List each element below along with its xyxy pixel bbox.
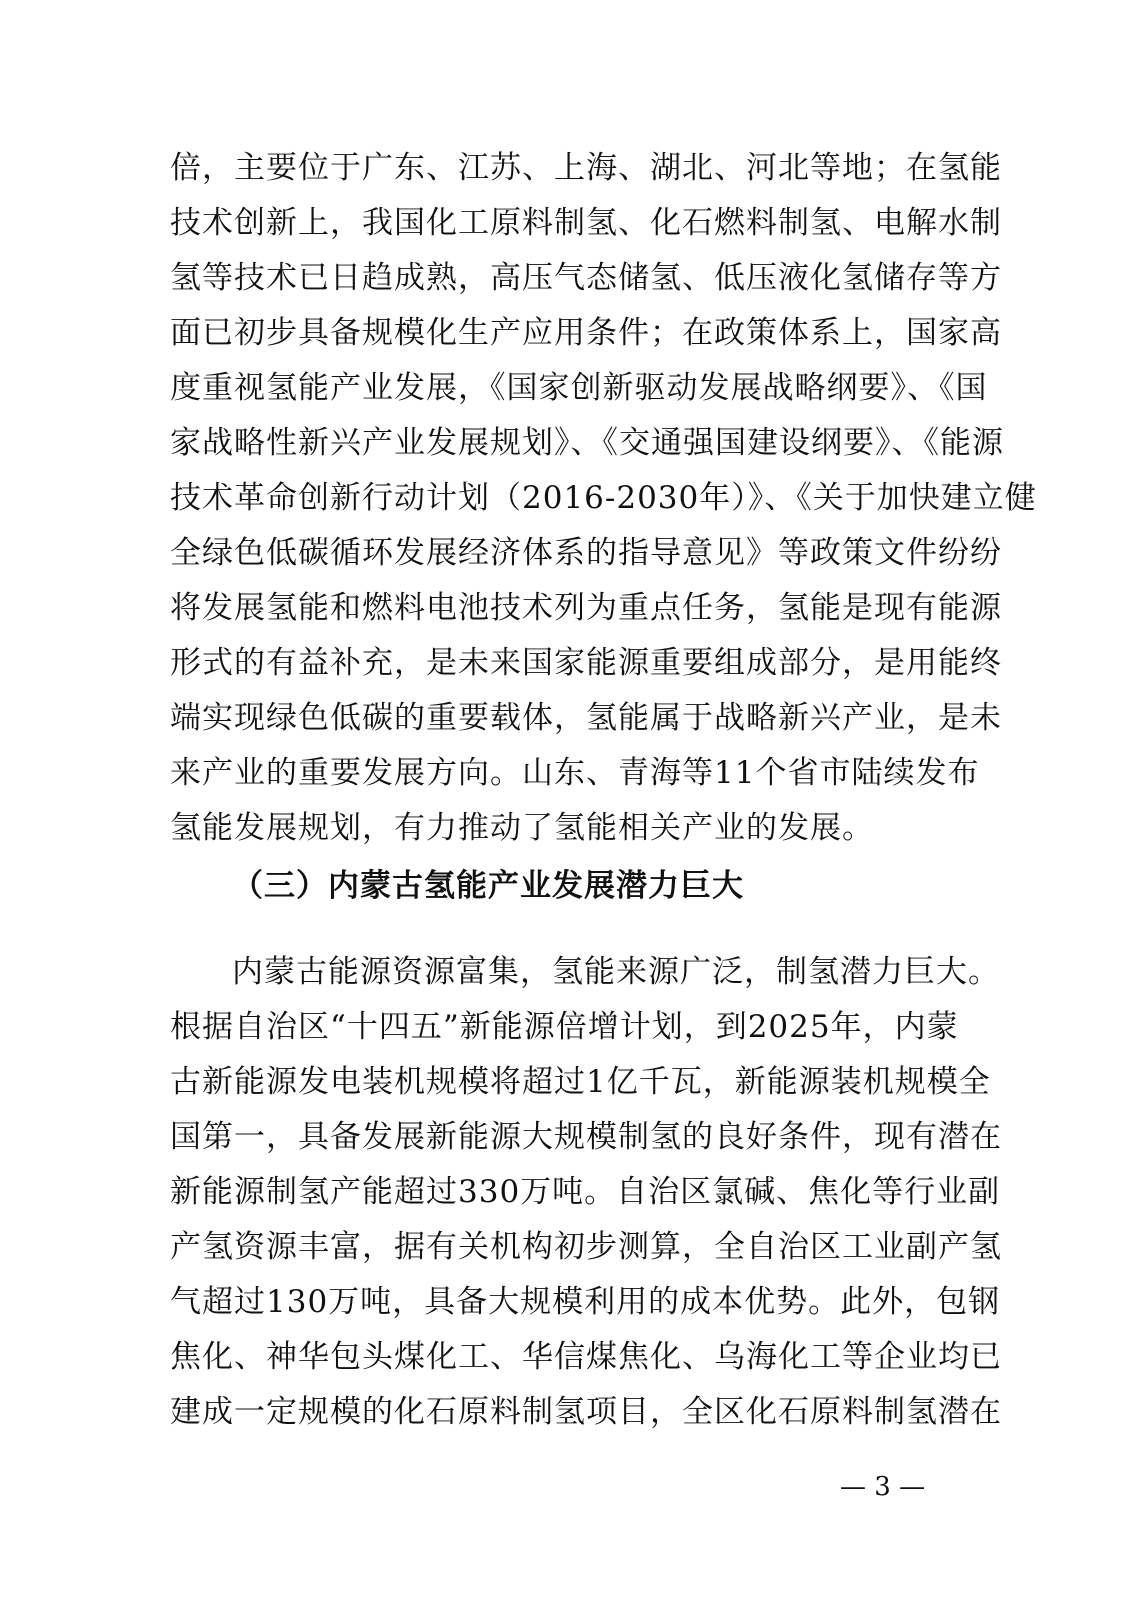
paragraph-line: 面已初步具备规模化生产应用条件；在政策体系上，国家高 — [170, 315, 1002, 351]
paragraph-line: 将发展氢能和燃料电池技术列为重点任务，氢能是现有能源 — [170, 590, 1002, 626]
paragraph-line: 端实现绿色低碳的重要载体，氢能属于战略新兴产业，是未 — [170, 700, 1002, 736]
paragraph-line: 家战略性新兴产业发展规划》、《交通强国建设纲要》、《能源 — [170, 425, 1004, 461]
paragraph-line: 来产业的重要发展方向。山东、青海等11个省市陆续发布 — [170, 755, 980, 791]
paragraph-line: 古新能源发电装机规模将超过1亿千瓦，新能源装机规模全 — [170, 1064, 991, 1100]
paragraph-line: 全绿色低碳循环发展经济体系的指导意见》等政策文件纷纷 — [170, 535, 1002, 571]
paragraph-line: 氢能发展规划，有力推动了氢能相关产业的发展。 — [170, 810, 874, 846]
paragraph-line: 新能源制氢产能超过330万吨。自治区氯碱、焦化等行业副 — [170, 1174, 1001, 1210]
paragraph-line: 根据自治区“十四五”新能源倍增计划，到2025年，内蒙 — [170, 1009, 959, 1045]
paragraph-line: 建成一定规模的化石原料制氢项目，全区化石原料制氢潜在 — [170, 1394, 1002, 1430]
paragraph-line: 技术创新上，我国化工原料制氢、化石燃料制氢、电解水制 — [170, 205, 1002, 241]
paragraph-line: 内蒙古能源资源富集，氢能来源广泛，制氢潜力巨大。 — [232, 954, 1000, 990]
paragraph-line: 产氢资源丰富，据有关机构初步测算，全自治区工业副产氢 — [170, 1229, 1002, 1265]
paragraph-line: 度重视氢能产业发展，《国家创新驱动发展战略纲要》、《国 — [170, 370, 988, 406]
page-number: — 3 — — [840, 1472, 926, 1502]
paragraph-line: 焦化、神华包头煤化工、华信煤焦化、乌海化工等企业均已 — [170, 1339, 1002, 1375]
section-heading: （三）内蒙古氢能产业发展潜力巨大 — [232, 868, 744, 904]
paragraph-line: 形式的有益补充，是未来国家能源重要组成部分，是用能终 — [170, 645, 1002, 681]
paragraph-line: 国第一，具备发展新能源大规模制氢的良好条件，现有潜在 — [170, 1119, 1002, 1155]
paragraph-line: 氢等技术已日趋成熟，高压气态储氢、低压液化氢储存等方 — [170, 260, 1002, 296]
paragraph-line: 气超过130万吨，具备大规模利用的成本优势。此外，包钢 — [170, 1284, 1001, 1320]
paragraph-line: 倍，主要位于广东、江苏、上海、湖北、河北等地；在氢能 — [170, 150, 1002, 186]
paragraph-line: 技术革命创新行动计划（2016-2030年）》、《关于加快建立健 — [170, 480, 1037, 516]
